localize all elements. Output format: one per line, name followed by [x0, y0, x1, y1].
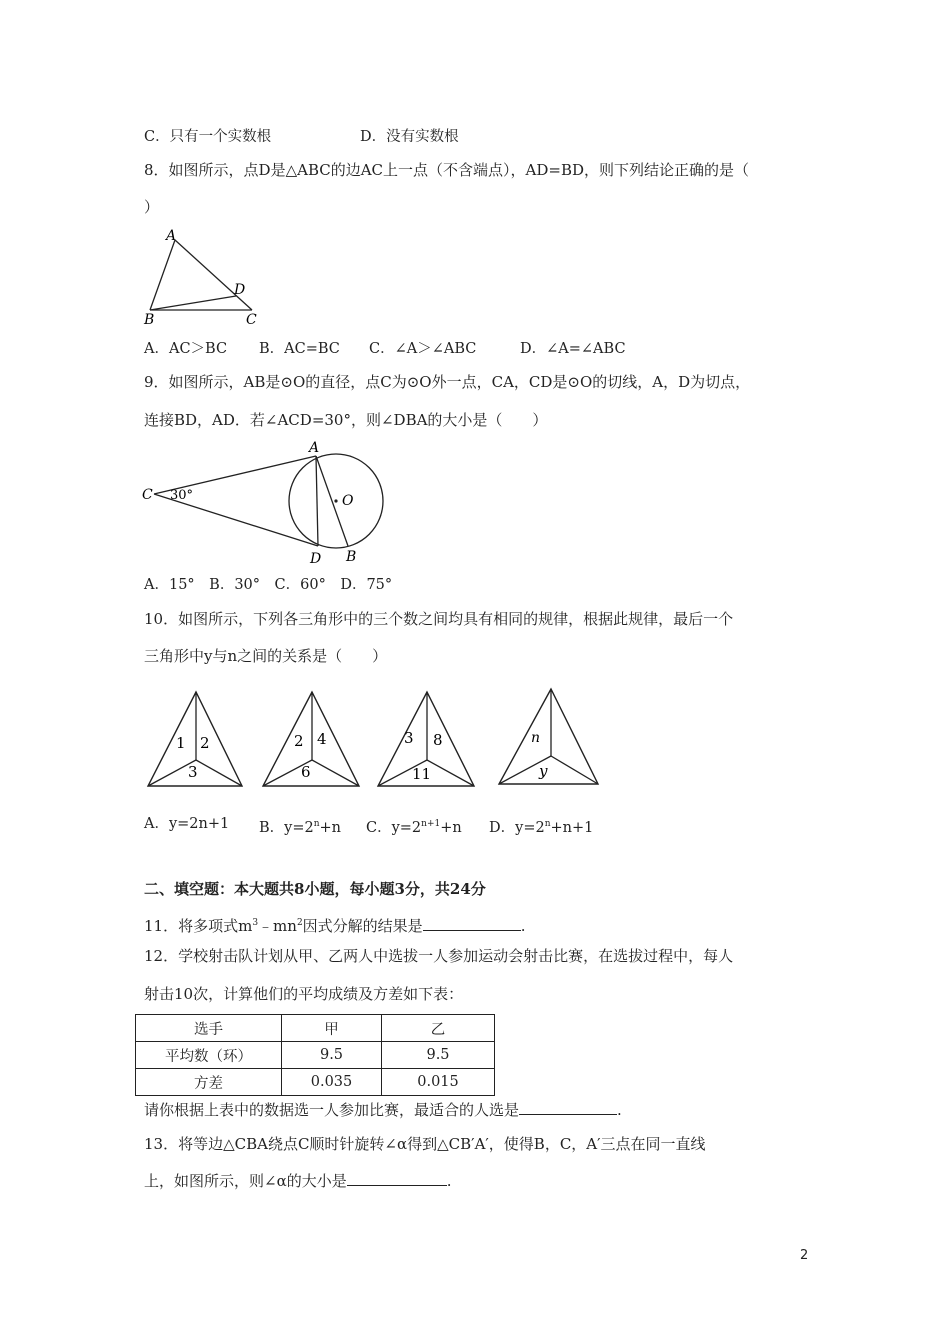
q10-triangle-4: [496, 686, 602, 788]
q9-label-o: O: [342, 493, 354, 509]
q10-t3-left: 3: [404, 729, 414, 747]
q10-t4-left: n: [531, 730, 541, 746]
q12-stem-line1: 12．学校射击队计划从甲、乙两人中选拔一人参加运动会射击比赛，在选拔过程中，每人: [144, 947, 734, 965]
table-header-row: [136, 1015, 495, 1042]
q10-t2-left: 2: [294, 732, 304, 750]
table-header-cell: 甲: [282, 1015, 382, 1042]
table-header-cell: 乙: [382, 1015, 495, 1042]
q10-option-b: B．$y=2^n+n$: [259, 819, 342, 836]
table-cell: 方差: [136, 1069, 282, 1096]
q10-t1-bottom: 3: [188, 763, 198, 781]
q10-t4-bottom: y: [539, 762, 548, 780]
q7-option-d: D．没有实数根: [360, 129, 459, 145]
score-table: [135, 1014, 495, 1096]
q8-label-d: D: [234, 282, 246, 298]
q12-stem-line2: 射击10次，计算他们的平均成绩及方差如下表：: [144, 985, 464, 1003]
q9-stem-line1: 9．如图所示，AB是⊙O的直径，点C为⊙O外一点，CA，CD是⊙O的切线，A，D为切点，: [144, 373, 751, 391]
q13-stem-line1: 13．将等边△CBA绕点C顺时针旋转∠α得到△CB′A′，使得B，C，A′三点在同一直线: [144, 1135, 706, 1153]
q10-t2-bottom: 6: [301, 763, 311, 781]
q8-option-b: B．AC=BC: [259, 341, 340, 357]
q10-t3-bottom: 11: [412, 765, 432, 783]
q11-line: 11．将多项式$m^3﹣mn^2$因式分解的结果是 .: [144, 917, 526, 935]
q10-t1-left: 1: [176, 734, 186, 752]
q9-angle-label: 30°: [170, 488, 194, 503]
q11-answer-blank[interactable]: [423, 916, 521, 931]
q8-label-c: C: [246, 312, 257, 328]
q10-option-a: A．y=2n+1: [144, 816, 230, 832]
q10-triangle-2: [259, 688, 359, 790]
q8-option-d: D．∠A=∠ABC: [520, 341, 626, 357]
table-cell: 0.035: [282, 1069, 382, 1096]
q10-triangle-1: [144, 688, 244, 790]
q13-stem-line2: 上，如图所示，则∠α的大小是 .: [144, 1172, 452, 1190]
q9-label-d: D: [310, 551, 322, 567]
q10-t1-right: 2: [200, 734, 210, 752]
table-cell: 平均数（环）: [136, 1042, 282, 1069]
q8-label-a: A: [166, 228, 177, 244]
q8-option-c: C．∠A＞∠ABC: [369, 341, 477, 357]
q10-option-c: C．$y=2^{n+1}+n$: [366, 819, 462, 836]
q10-stem-line2: 三角形中y与n之间的关系是（ ）: [144, 647, 388, 665]
q9-options: A．15° B．30° C．60° D．75°: [144, 577, 393, 593]
q10-stem-line1: 10．如图所示，下列各三角形中的三个数之间均具有相同的规律，根据此规律，最后一个: [144, 610, 734, 628]
q9-circle-figure: [140, 440, 390, 570]
section-heading: 二、填空题：本大题共8小题，每小题3分，共24分: [144, 880, 486, 898]
q13-answer-blank[interactable]: [347, 1171, 447, 1186]
q10-t2-right: 4: [317, 730, 327, 748]
q10-triangle-3: [374, 688, 474, 790]
q8-stem-line1: 8．如图所示，点D是△ABC的边AC上一点（不含端点），AD=BD，则下列结论正确的是（: [144, 161, 750, 179]
q7-option-c: C．只有一个实数根: [144, 129, 272, 145]
table-cell: 0.015: [382, 1069, 495, 1096]
table-row: [136, 1069, 495, 1096]
q12-question: 请你根据上表中的数据选一人参加比赛，最适合的人选是 .: [144, 1101, 622, 1119]
table-cell: 9.5: [282, 1042, 382, 1069]
q9-label-c: C: [142, 487, 153, 503]
table-header-cell: 选手: [136, 1015, 282, 1042]
q8-label-b: B: [144, 312, 155, 328]
q8-stem-line2: ）: [144, 198, 160, 216]
table-cell: 9.5: [382, 1042, 495, 1069]
q8-triangle-figure: [140, 226, 270, 326]
q8-option-a: A．AC＞BC: [144, 341, 228, 357]
q9-label-a: A: [309, 440, 320, 456]
q10-t3-right: 8: [433, 731, 443, 749]
q9-stem-line2: 连接BD，AD．若∠ACD=30°，则∠DBA的大小是（ ）: [144, 411, 548, 429]
q9-label-b: B: [346, 549, 357, 565]
page-number: 2: [800, 1248, 809, 1263]
q10-option-d: D．$y=2^n+n+1$: [489, 819, 594, 836]
q12-answer-blank[interactable]: [519, 1100, 617, 1115]
table-row: [136, 1042, 495, 1069]
